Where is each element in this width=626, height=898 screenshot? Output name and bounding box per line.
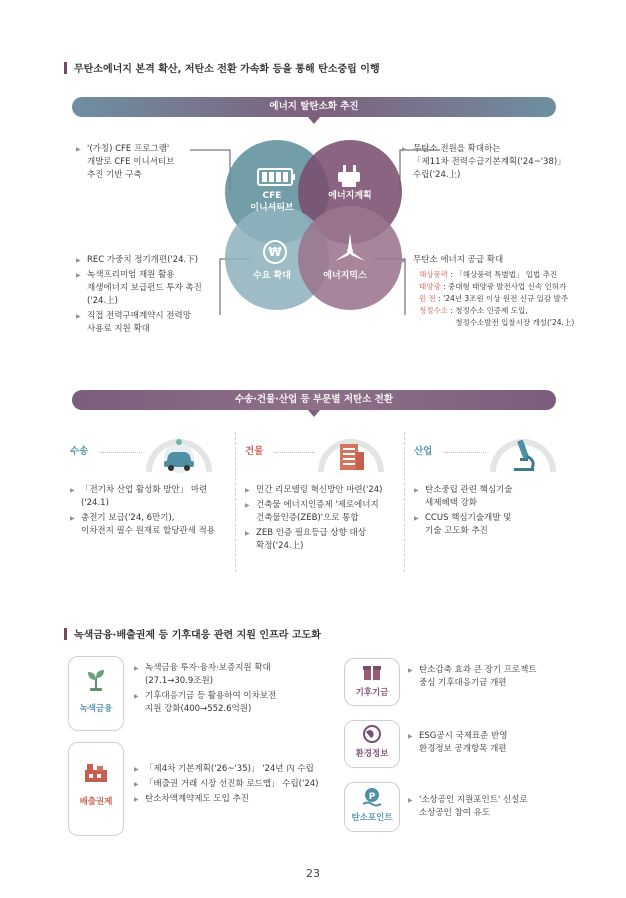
column-divider (235, 432, 236, 572)
circle-mix (298, 206, 402, 310)
list-cfe (76, 143, 226, 184)
list-item: ▶ 민간 리모델링 혁신방안 마련('24) (245, 484, 405, 497)
green-finance-label: 녹색금융 (79, 704, 113, 714)
section2-banner-text: 수송·건물·산업 등 부문별 저탄소 전환 (234, 394, 394, 405)
list-item: ▶ 건축물 에너지인증제 '제로에너지 건축물인증(ZEB)'으로 통합 (245, 499, 405, 525)
car-icon (146, 428, 212, 474)
list-transport (70, 484, 235, 540)
svg-text:P: P (368, 792, 376, 802)
env-info-label: 환경정보 (355, 749, 389, 759)
list-green-finance (134, 662, 324, 718)
dotted-line (275, 452, 315, 453)
building-icon (318, 428, 384, 474)
list-item: ▶ 탄소차액계약제도 도입 추진 (134, 793, 344, 806)
carbon-point-label: 탄소포인트 (351, 813, 393, 823)
list-item: ▶ '(가칭) CFE 프로그램' 개발로 CFE 이니셔티브 추진 기반 구축 (76, 143, 226, 182)
sprout-icon (84, 668, 108, 692)
list-item: ▶ 녹색프리미엄 재원 활용 재생에너지 보급펀드 투자 촉진 ('24.上) (76, 269, 246, 308)
detail-row: 청정수소 : 청정수소 인증제 도입, 청정수소발전 입찰시장 개설('24.上) (419, 306, 575, 327)
section1-banner (72, 97, 556, 117)
factory-icon (83, 762, 109, 784)
list-item: ▶ CCUS 핵심기술개발 및 기술 고도화 추진 (414, 512, 564, 538)
banner-notch (308, 117, 320, 124)
list-item: ▶ 무탄소 에너지 공급 확대 (402, 254, 602, 267)
list-env-info (408, 730, 608, 758)
list-demand (76, 254, 246, 338)
venn-label-mix: 에너지믹스 (323, 271, 367, 281)
list-item: ▶ 탄소중립 관련 핵심기술 세제혜택 강화 (414, 484, 564, 510)
building-title: 건물 (245, 446, 264, 457)
list-climate-fund (408, 664, 608, 692)
list-plan (402, 143, 602, 184)
venn-label-demand: 수요 확대 (253, 271, 291, 281)
emission-box (68, 742, 124, 836)
list-item: ▶ 무탄소 전원을 확대하는 「제11차 전력수급기본계획('24~'38)」 수립('24.上) (402, 143, 602, 182)
list-emission (134, 763, 344, 808)
list-item: ▶ 「제4차 기본계획('26~'35)」 '24년 內 수립 (134, 763, 344, 776)
list-mix (402, 254, 602, 329)
list-item: ▶ ESG공시 국제표준 반영 환경정보 공개항목 개편 (408, 730, 608, 756)
section2-banner (72, 390, 556, 410)
list-item: ▶ 직접 전력구매계약시 전력망 사용료 지원 확대 (76, 310, 246, 336)
list-item: ▶ 「배출권 거래 시장 선진화 로드맵」 수립('24) (134, 778, 344, 791)
venn-label-cfe: CFE 이니셔티브 (250, 191, 294, 213)
energy-supply-details (402, 269, 602, 329)
section1-banner-text: 에너지 탈탄소화 추진 (269, 101, 359, 112)
list-item: ▶ 녹색금융 투자·융자·보증지원 확대 (27.1→30.9조원) (134, 662, 324, 688)
page-number: 23 (306, 867, 320, 880)
list-item: ▶ 탄소감축 효과 큰 장기 프로젝트 중심 기후대응기금 개편 (408, 664, 608, 690)
globe-icon (361, 724, 383, 744)
list-item: ▶ 기후대응기금 등 활용하여 이차보전 지원 강화(400→552.6억원) (134, 690, 324, 716)
list-item: ▶ REC 가중치 정기개편('24.下) (76, 254, 246, 267)
heading-bar (64, 628, 67, 640)
detail-row: 해상풍력 : 「해상풍력 특별법」 입법 추진 (419, 270, 558, 279)
detail-row: 태양광 : 중대형 태양광 발전사업 신속 인허가 (419, 282, 567, 291)
list-carbon-point (408, 794, 608, 822)
detail-row: 원 전 : '24년 3조원 이상 원전 신규 일감 발주 (419, 294, 569, 303)
industry-title: 산업 (414, 446, 433, 457)
list-item: ▶ '소상공인 지원포인트' 신설로 소상공인 참여 유도 (408, 794, 608, 820)
list-building (245, 484, 405, 555)
heading-bar (64, 62, 67, 74)
list-item: ▶ ZEB 인증 필요등급 상향 대상 확정('24.上) (245, 527, 405, 553)
list-industry (414, 484, 564, 540)
section3-title: 녹색금융·배출권제 등 기후대응 관련 지원 인프라 고도화 (74, 630, 321, 641)
dotted-line (100, 452, 142, 453)
microscope-icon (490, 428, 556, 474)
transport-title: 수송 (70, 446, 89, 457)
point-coin-icon (360, 786, 384, 808)
dotted-line (444, 452, 486, 453)
banner-notch (308, 410, 320, 417)
section3-heading (64, 626, 321, 641)
climate-fund-label: 기후기금 (355, 688, 389, 698)
svg-text:₩: ₩ (268, 245, 282, 259)
list-item: ▶ 「전기차 산업 활성화 방안」 마련('24.1) (70, 484, 235, 510)
fund-box-icon (361, 662, 383, 682)
section1-heading (64, 60, 380, 75)
emission-label: 배출권제 (79, 797, 113, 807)
section1-title: 무탄소에너지 본격 확산, 저탄소 전환 가속화 등을 통해 탄소중립 이행 (74, 64, 380, 75)
venn-label-plan: 에너지계획 (328, 191, 372, 201)
list-item: ▶ 충전기 보급('24, 6만기), 이차전지 필수 원재료 할당관세 적용 (70, 512, 235, 538)
